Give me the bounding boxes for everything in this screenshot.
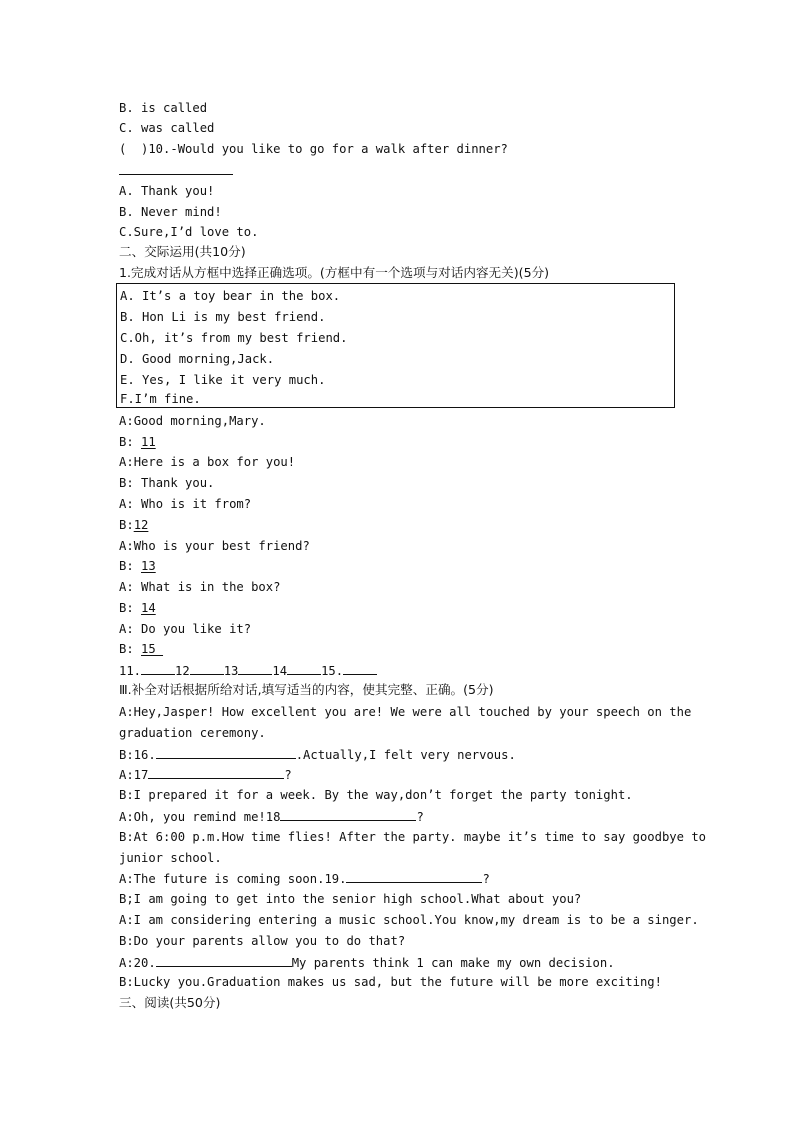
dialogue2-line: A:20. My parents think 1 can make my own decision. xyxy=(119,956,615,970)
dialogue-line: B: 11 xyxy=(119,435,156,449)
part3-instruction: Ⅲ.补全对话根据所给对话,填写适当的内容，使其完整、正确。(5分) xyxy=(119,682,494,697)
dialogue2-line: B:16. .Actually,I felt very nervous. xyxy=(119,748,516,762)
dialogue2-line: graduation ceremony. xyxy=(119,726,266,740)
dialogue2-line: A:Hey,Jasper! How excellent you are! We were all touched by your speech on the xyxy=(119,705,692,719)
dialogue-line: A:Good morning,Mary. xyxy=(119,414,266,428)
dialogue2-line: B:At 6:00 p.m.How time flies! After the party. maybe it’s time to say goodbye to xyxy=(119,830,706,844)
blank-15: 15 xyxy=(141,642,164,656)
blank-20 xyxy=(156,954,292,967)
dialogue-line: A:Who is your best friend? xyxy=(119,539,310,553)
blank-17 xyxy=(148,766,284,779)
blank-19 xyxy=(346,870,482,883)
answer-blanks-row: 11. 12 13 14 15. xyxy=(119,662,377,679)
box-option-c: C.Oh, it’s from my best friend. xyxy=(120,331,348,345)
q10-option-c: C.Sure,I’d love to. xyxy=(119,225,259,239)
dialogue2-line: A:Oh, you remind me!18 ? xyxy=(119,810,424,824)
dialogue2-line: A:The future is coming soon.19. ? xyxy=(119,872,490,886)
dialogue2-line: B:Lucky you.Graduation makes us sad, but the future will be more exciting! xyxy=(119,975,662,989)
box-option-a: A. It’s a toy bear in the box. xyxy=(120,289,341,303)
blank-16 xyxy=(156,746,296,759)
dialogue2-line: junior school. xyxy=(119,851,222,865)
blank-18 xyxy=(280,808,416,821)
dialogue2-line: A:I am considering entering a music school.You know,my dream is to be a singer. xyxy=(119,913,699,927)
dialogue2-line: B:I prepared it for a week. By the way,don’t forget the party tonight. xyxy=(119,788,633,802)
q10-option-a: A. Thank you! xyxy=(119,184,215,198)
options-box xyxy=(116,283,675,408)
part1-instruction: 1.完成对话从方框中选择正确选项。(方框中有一个选项与对话内容无关)(5分) xyxy=(119,265,550,280)
q9-option-b: B. is called xyxy=(119,101,208,115)
section2-title: 二、交际运用(共10分) xyxy=(119,244,246,259)
box-option-d: D. Good morning,Jack. xyxy=(120,352,275,366)
dialogue-line: B:12 xyxy=(119,518,149,532)
blank-13: 13 xyxy=(141,559,156,573)
q10-option-b: B. Never mind! xyxy=(119,205,222,219)
dialogue2-line: A:17 ? xyxy=(119,768,292,782)
q9-option-c: C. was called xyxy=(119,121,215,135)
blank-12: 12 xyxy=(133,518,149,532)
q10-stem: ( )10.-Would you like to go for a walk after dinner? xyxy=(119,142,508,156)
section3-title: 三、阅读(共50分) xyxy=(119,995,221,1010)
blank-14: 14 xyxy=(141,601,156,615)
box-option-f: F.I’m fine. xyxy=(120,392,201,406)
dialogue-line: B: 14 xyxy=(119,601,156,615)
q10-answer-line xyxy=(119,174,233,175)
dialogue-line: A: What is in the box? xyxy=(119,580,281,594)
dialogue-line: A:Here is a box for you! xyxy=(119,455,296,469)
dialogue-line: A: Do you like it? xyxy=(119,622,252,636)
dialogue-line: B: 15 xyxy=(119,642,164,656)
box-option-e: E. Yes, I like it very much. xyxy=(120,373,326,387)
box-option-b: B. Hon Li is my best friend. xyxy=(120,310,326,324)
dialogue-line: B: Thank you. xyxy=(119,476,215,490)
dialogue-line: A: Who is it from? xyxy=(119,497,252,511)
dialogue-line: B: 13 xyxy=(119,559,156,573)
dialogue2-line: B:Do your parents allow you to do that? xyxy=(119,934,406,948)
dialogue2-line: B;I am going to get into the senior high school.What about you? xyxy=(119,892,582,906)
blank-11: 11 xyxy=(141,435,156,449)
